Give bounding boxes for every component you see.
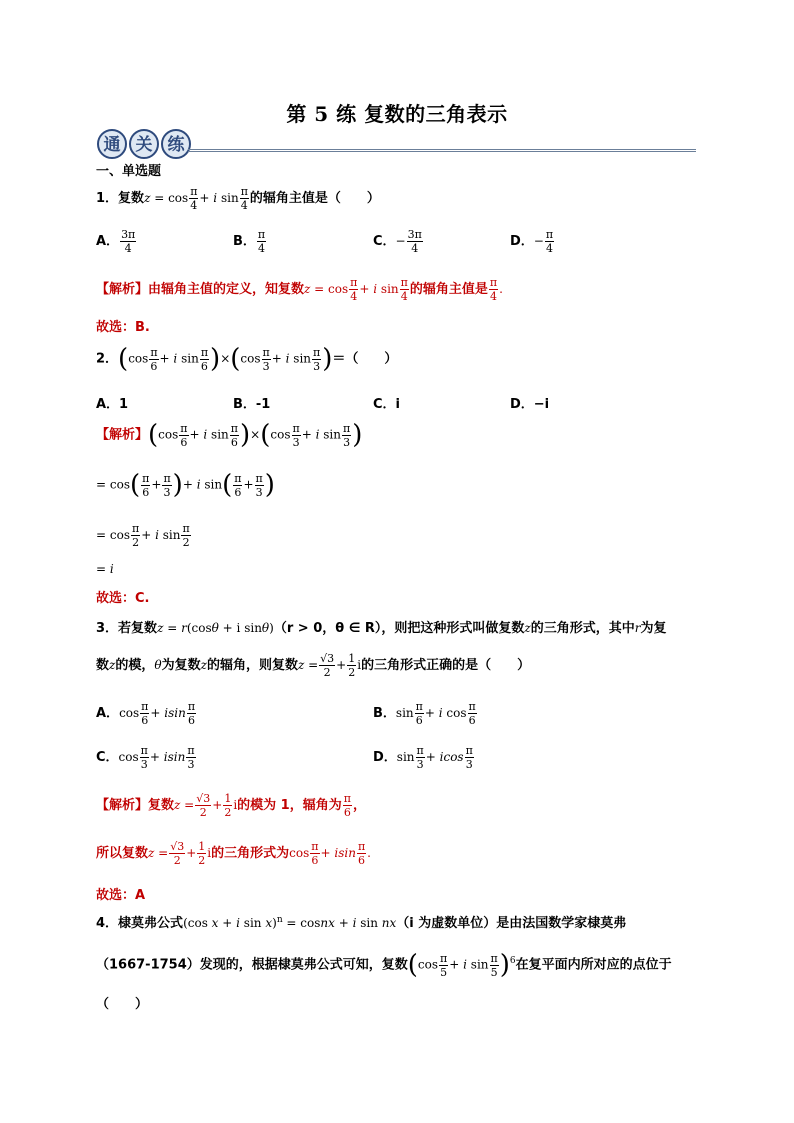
- q2-analysis-line2: = cos( $\frac{\pi}{6}$ + $\frac{\pi}{3}$ )+ i sin( $\frac{\pi}{6}$ + $\frac{\pi}{3}$ ): [96, 470, 275, 500]
- q1-analysis: 【解析】由辐角主值的定义，知复数z = cos $\frac{\pi}{4}$ + i sin $\frac{\pi}{4}$ 的辐角主值是 $\frac{\pi}{4}$ .: [96, 276, 503, 303]
- q2-answer: 故选：C.: [96, 591, 150, 606]
- q3-stem-line1: 3．若复数z = r(cosθ + i sinθ)（r > 0，θ ∈ R），则把这种形式叫做复数z的三角形式，其中r为复: [96, 621, 667, 636]
- q1-option-a[interactable]: A． $\frac{3\pi}{4}$: [96, 228, 136, 255]
- q3-option-c[interactable]: C．cos $\frac{\pi}{3}$ + isin $\frac{\pi}{3}$: [96, 744, 195, 771]
- q1-answer: 故选：B.: [96, 320, 150, 335]
- q1-option-b[interactable]: B． $\frac{\pi}{4}$: [233, 228, 266, 255]
- q3-option-d[interactable]: D．sin $\frac{\pi}{3}$ + icos $\frac{\pi}{3}$: [373, 744, 473, 771]
- header-rule-2: [188, 151, 696, 152]
- q1-option-c[interactable]: C．− $\frac{3\pi}{4}$: [373, 228, 422, 255]
- q4-stem-line2: （1667-1754）发现的，根据棣莫弗公式可知，复数(cos $\frac{\pi}{5}$ + i sin $\frac{\pi}{5}$ )$^6$在复平面内所对应的点位于: [96, 950, 672, 980]
- q4-stem-line1: 4．棣莫弗公式(cos x + i sin x)$^n$ = cosnx + i sin nx（i 为虚数单位）是由法国数学家棣莫弗: [96, 915, 627, 931]
- svg-text:通: 通: [103, 135, 121, 155]
- q2-stem: 2．(cos $\frac{\pi}{6}$ + i sin $\frac{\pi}{6}$ )×(cos $\frac{\pi}{3}$ + i sin $\frac{\pi}{3}$ )＝（ ）: [96, 344, 398, 374]
- section-heading: 一、单选题: [96, 164, 162, 179]
- q3-answer: 故选：A: [96, 888, 146, 903]
- q2-option-d[interactable]: D．−i: [510, 397, 550, 412]
- q2-analysis-line1: 【解析】(cos $\frac{\pi}{6}$ + i sin $\frac{\pi}{6}$ )×(cos $\frac{\pi}{3}$ + i sin $\frac{\pi}{3}$ ): [96, 420, 363, 450]
- q3-option-a[interactable]: A．cos $\frac{\pi}{6}$ + isin $\frac{\pi}{6}$: [96, 700, 196, 727]
- page-title: 第 5 练 复数的三角表示: [286, 102, 508, 126]
- q3-analysis-line1: 【解析】复数z = $\frac{√3}{2}$ + $\frac{1}{2}$ i的模为 1，辐角为 $\frac{\pi}{6}$ ，: [96, 792, 366, 819]
- svg-text:关: 关: [135, 135, 153, 155]
- header-rule: [188, 149, 696, 150]
- q2-analysis-line3: = cos $\frac{\pi}{2}$ + i sin $\frac{\pi}{2}$: [96, 522, 190, 549]
- logo-seal: [96, 128, 196, 164]
- q2-option-c[interactable]: C．i: [373, 397, 400, 412]
- q4-stem-line3: （ ）: [96, 997, 149, 1012]
- q3-stem-line2: 数z的模，θ为复数z的辐角，则复数z = $\frac{√3}{2}$ + $\frac{1}{2}$ i的三角形式正确的是（ ）: [96, 652, 531, 679]
- q1-option-d[interactable]: D．− $\frac{\pi}{4}$: [510, 228, 554, 255]
- q2-option-b[interactable]: B．-1: [233, 397, 271, 412]
- q3-analysis-line2: 所以复数z = $\frac{√3}{2}$ + $\frac{1}{2}$ i的三角形式为cos $\frac{\pi}{6}$ + isin $\frac{\pi}{6}$ .: [96, 840, 371, 867]
- q1-stem: 1．复数z = cos $\frac{\pi}{4}$ + i sin $\frac{\pi}{4}$ 的辐角主值是（ ）: [96, 185, 380, 212]
- q2-analysis-line4: = i: [96, 562, 114, 576]
- svg-text:练: 练: [167, 135, 185, 155]
- q3-option-b[interactable]: B．sin $\frac{\pi}{6}$ + i cos $\frac{\pi}{6}$: [373, 700, 476, 727]
- q2-option-a[interactable]: A．1: [96, 397, 129, 412]
